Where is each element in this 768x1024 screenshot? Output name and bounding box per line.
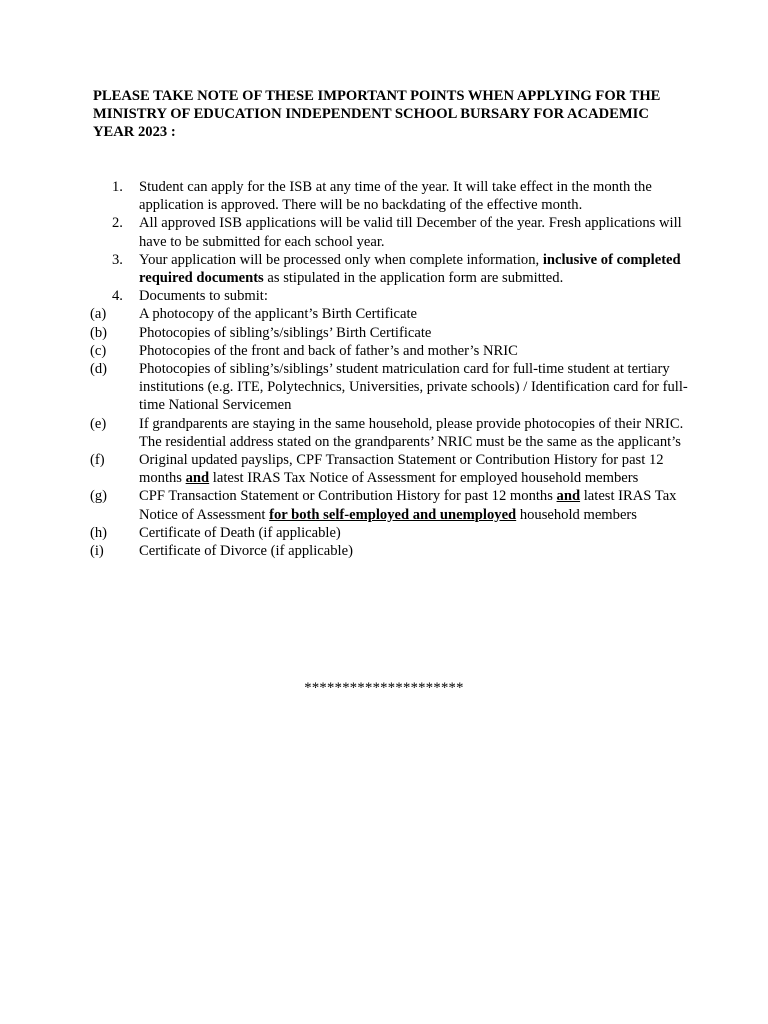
- list-item-2: [112, 214, 692, 250]
- subitem-d: [90, 360, 692, 415]
- item-text: as stipulated in the application form are submitted.: [263, 270, 564, 287]
- item-number: 2.: [112, 215, 123, 232]
- subitem-e: [90, 415, 692, 451]
- subitem-g: [90, 487, 692, 523]
- item-letter: (c): [90, 342, 107, 359]
- item-text-bold: inclusive of completed required documents: [139, 251, 681, 287]
- item-letter: (a): [90, 306, 107, 323]
- item-text: Photocopies of sibling’s/siblings’ Birth Certificate: [139, 324, 432, 341]
- subitem-h: [90, 524, 692, 542]
- item-number: 3.: [112, 251, 123, 268]
- item-letter: (d): [90, 361, 108, 378]
- item-text: If grandparents are staying in the same household, please provide photocopies of their NRIC. The residential address stated on the grandparents’ NRIC must be the same as the applicant’s: [139, 415, 684, 450]
- item-text: Certificate of Divorce (if applicable): [139, 543, 353, 560]
- points-list: [90, 178, 692, 560]
- item-text: CPF Transaction Statement or Contribution History for past 12 months: [139, 488, 557, 505]
- item-text-underlined: and: [185, 470, 210, 487]
- item-number: 4.: [112, 288, 123, 305]
- item-letter: (i): [90, 543, 104, 560]
- item-text: Student can apply for the ISB at any time of the year. It will take effect in the month the application is approved. There will be no backdating of the effective month.: [139, 179, 652, 214]
- subitem-f: [90, 451, 692, 487]
- item-text: Photocopies of sibling’s/siblings’ student matriculation card for full-time student at tertiary institutions (e.g. ITE, Polytechnics, Universities, private schools) / Identification card for full-time National Servicemen: [139, 361, 688, 414]
- item-text: Documents to submit:: [139, 288, 268, 305]
- notice-heading: PLEASE TAKE NOTE OF THESE IMPORTANT POINTS WHEN APPLYING FOR THE MINISTRY OF EDUCATION INDEPENDENT SCHOOL BURSARY FOR ACADEMIC YEAR 2023 :: [93, 88, 661, 141]
- item-text: All approved ISB applications will be valid till December of the year. Fresh applications will have to be submitted for each school year.: [139, 215, 682, 250]
- item-text: latest IRAS Tax Notice of Assessment for employed household members: [209, 470, 639, 487]
- subitem-a: [90, 305, 692, 323]
- item-letter: (g): [90, 488, 108, 505]
- item-text: Photocopies of the front and back of father’s and mother’s NRIC: [139, 342, 518, 359]
- item-text: Original updated payslips, CPF Transaction Statement or Contribution History for past 12 months: [139, 452, 664, 487]
- subitem-i: [90, 542, 692, 560]
- item-text: latest IRAS Tax Notice of Assessment: [139, 488, 677, 523]
- item-text-underlined: and: [556, 488, 581, 505]
- item-text: household members: [516, 506, 637, 523]
- item-text: Certificate of Death (if applicable): [139, 524, 341, 541]
- item-letter: (e): [90, 415, 107, 432]
- subitem-b: [90, 324, 692, 342]
- subitem-c: [90, 342, 692, 360]
- end-separator: *********************: [304, 680, 464, 696]
- item-text-underlined: for both self-employed and unemployed: [269, 506, 517, 523]
- item-letter: (h): [90, 524, 108, 541]
- list-item-4: [112, 287, 692, 305]
- list-item-3: [112, 251, 692, 287]
- item-letter: (f): [90, 452, 105, 469]
- item-text: A photocopy of the applicant’s Birth Certificate: [139, 306, 418, 323]
- item-number: 1.: [112, 179, 123, 195]
- item-letter: (b): [90, 324, 108, 341]
- list-item-1: [112, 178, 692, 214]
- item-text: Your application will be processed only when complete information,: [139, 251, 543, 268]
